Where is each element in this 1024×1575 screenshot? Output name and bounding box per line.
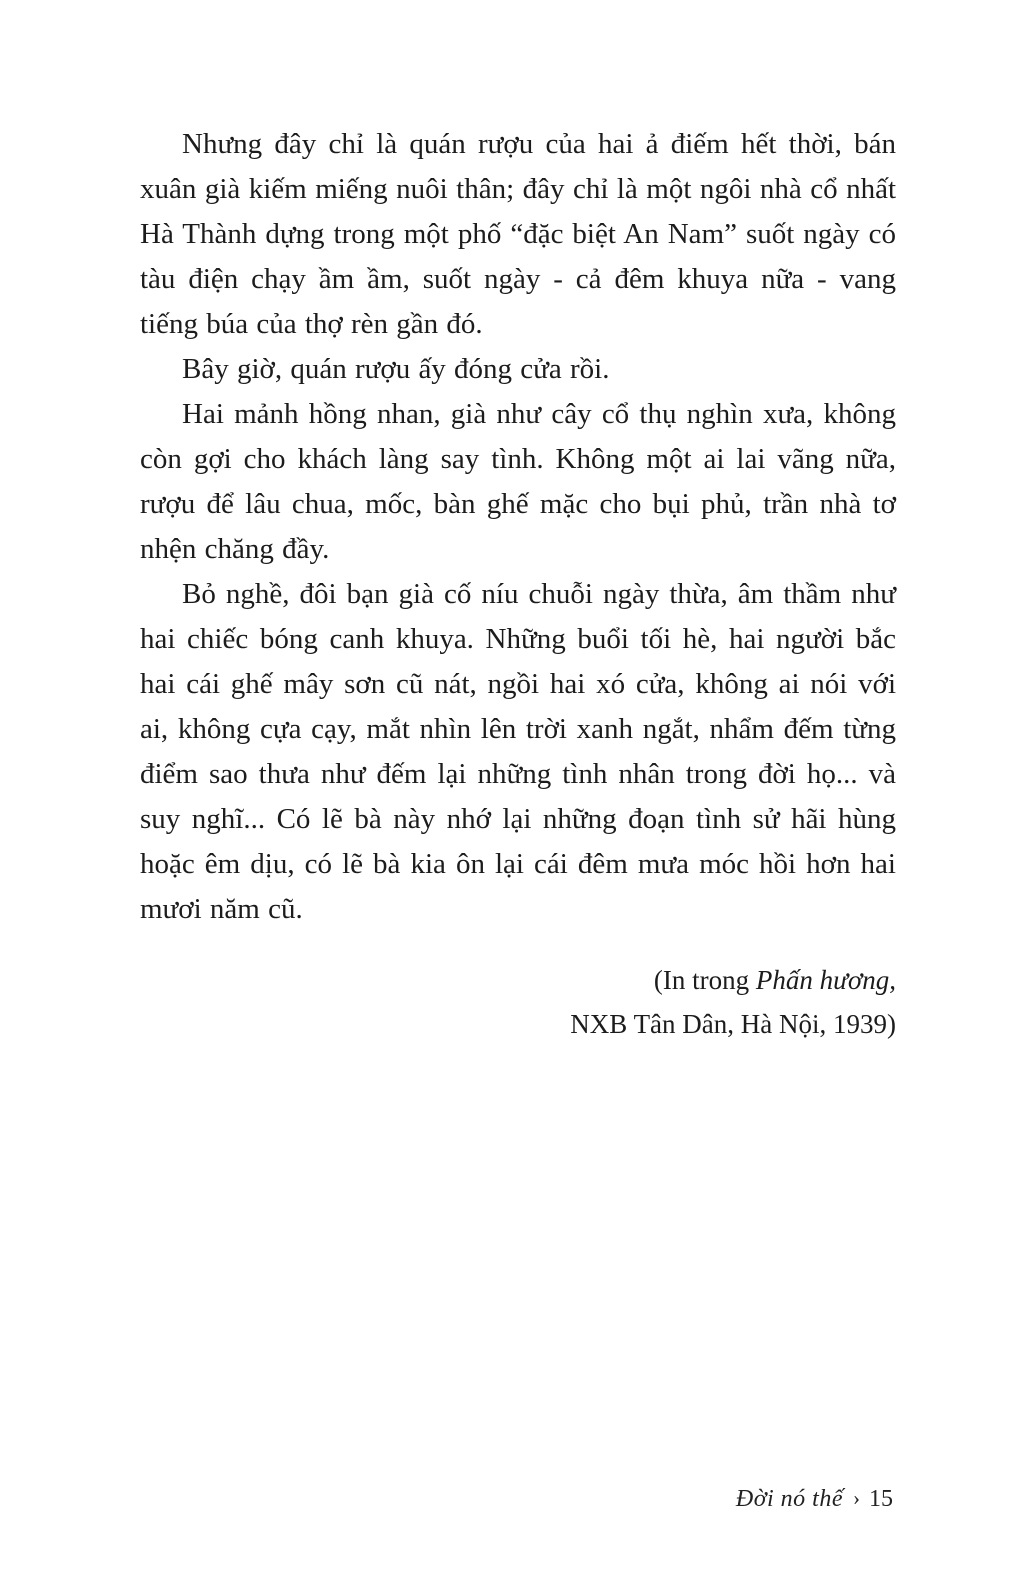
footer-separator: › bbox=[853, 1486, 860, 1510]
page-footer bbox=[736, 1485, 893, 1513]
work-title: Phấn hương, bbox=[755, 965, 896, 995]
attribution-line-2: NXB Tân Dân, Hà Nội, 1939) bbox=[570, 1009, 896, 1039]
paragraph-3: Hai mảnh hồng nhan, già như cây cổ thụ nghìn xưa, không còn gợi cho khách làng say tình. Không một ai lai vãng nữa, rượu để lâu chua, mốc, bàn ghế mặc cho bụi phủ, trần nhà tơ nhện chăng đầy. bbox=[140, 398, 896, 565]
page-text-block bbox=[140, 122, 896, 1046]
footer-book-title: Đời nó thế bbox=[735, 1486, 843, 1512]
attribution bbox=[140, 958, 896, 1046]
attribution-line-1 bbox=[140, 958, 896, 1002]
paragraph-1: Nhưng đây chỉ là quán rượu của hai ả điếm hết thời, bán xuân già kiếm miếng nuôi thân; đây chỉ là một ngôi nhà cổ nhất Hà Thành dựng trong một phố “đặc biệt An Nam” suốt ngày có tàu điện chạy ầm ầm, suốt ngày - cả đêm khuya nữa - vang tiếng búa của thợ rèn gần đó. bbox=[140, 128, 896, 340]
attribution-prefix: (In trong bbox=[653, 965, 756, 995]
paragraph-4: Bỏ nghề, đôi bạn già cố níu chuỗi ngày thừa, âm thầm như hai chiếc bóng canh khuya. Những buổi tối hè, hai người bắc hai cái ghế mây sơn cũ nát, ngồi hai xó cửa, không ai nói với ai, không cựa cạy, mắt nhìn lên trời xanh ngắt, nhẩm đếm từng điểm sao thưa như đếm lại những tình nhân trong đời họ... và suy nghĩ... Có lẽ bà này nhớ lại những đoạn tình sử hãi hùng hoặc êm dịu, có lẽ bà kia ôn lại cái đêm mưa móc hồi hơn hai mươi năm cũ. bbox=[140, 578, 896, 925]
paragraph-2: Bây giờ, quán rượu ấy đóng cửa rồi. bbox=[182, 353, 610, 385]
footer-page-number: 15 bbox=[869, 1486, 893, 1512]
